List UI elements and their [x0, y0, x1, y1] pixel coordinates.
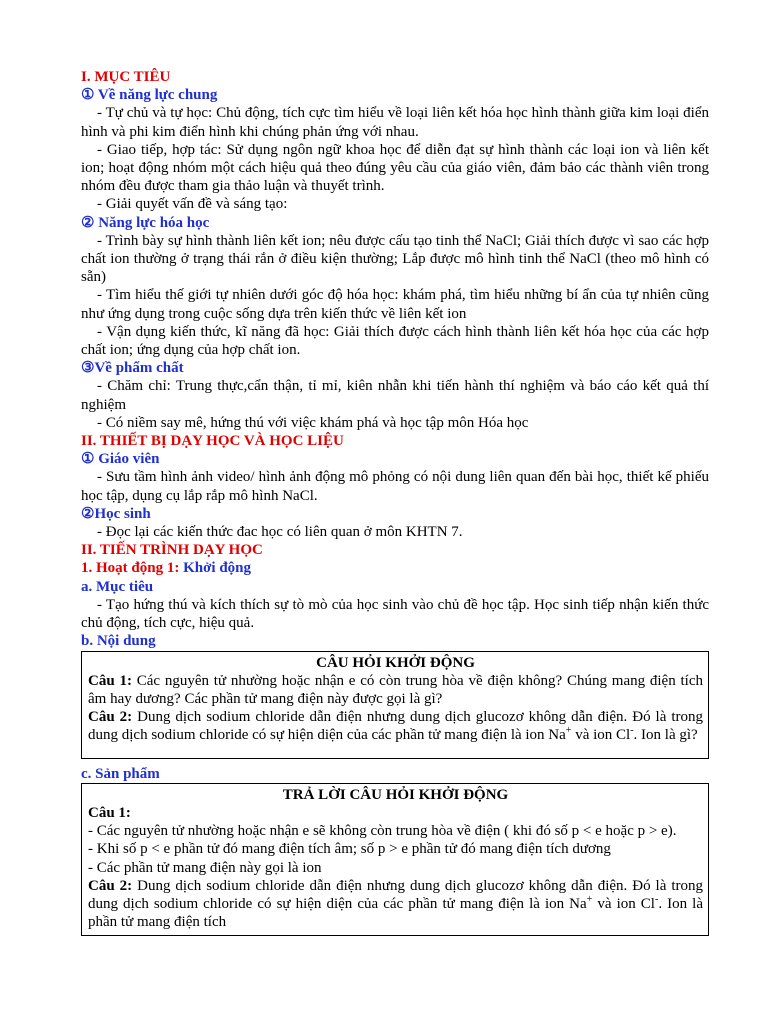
section-2-title: II. THIẾT BỊ DẠY HỌC VÀ HỌC LIỆU	[81, 433, 344, 450]
objective-label: a. Mục tiêu	[81, 578, 154, 595]
section-1-title: I. MỤC TIÊU	[81, 69, 171, 85]
paragraph: - Đọc lại các kiến thức đac học có liên quan ở môn KHTN 7.	[97, 524, 463, 541]
question-1: Câu 1: Các nguyên tử nhường hoặc nhận e có còn trung hòa về điện không? Chúng mang điện tích âm hay dương? Các phần tử mang điện này được gọi là gì?	[88, 672, 703, 707]
answer-line: - Các nguyên tử nhường hoặc nhận e sẽ không còn trung hòa về điện ( khi đó số p < e hoặc p > e).	[88, 823, 677, 840]
question-2: Câu 2: Dung dịch sodium chloride dẫn điện nhưng dung dịch glucozơ không dẫn điện. Đó là trong dung dịch sodium chloride có sự hiện diện của các phần tử mang điện là ion Na+ và ion Cl-. Ion là gì?	[88, 709, 703, 744]
answer-2: Câu 2: Dung dịch sodium chloride dẫn điện nhưng dung dịch glucozơ không dẫn điện. Đó là trong dung dịch sodium chloride có sự hiện diện của các phần tử mang điện là ion Na+ và ion Cl-. Ion là phần tử mang điện tích	[88, 877, 704, 931]
section-3-title: II. TIẾN TRÌNH DẠY HỌC	[81, 542, 263, 559]
section-1-sub-3: ③Về phẩm chất	[81, 360, 184, 377]
answer-line: - Các phần tử mang điện này gọi là ion	[88, 859, 322, 876]
paragraph: - Trình bày sự hình thành liên kết ion; nêu được cấu tạo tinh thể NaCl; Giải thích được vì sao các hợp chất ion thường ở trạng thái rắn ở điều kiện thường; Lắp được mô hình tinh thể NaCl (theo mô hình có sẵn)	[81, 232, 709, 286]
answer-1-label: Câu 1:	[88, 804, 131, 821]
paragraph: - Vận dụng kiến thức, kĩ năng đã học: Giải thích được cách hình thành liên kết hóa học của các hợp chất ion; ứng dụng của hợp chất ion.	[81, 323, 709, 359]
section-2-sub-2: ②Học sinh	[81, 505, 151, 522]
paragraph: - Tạo hứng thú và kích thích sự tò mò của học sinh vào chủ đề học tập. Học sinh tiếp nhận kiến thức chủ động, tích cực, hiệu quả.	[81, 596, 709, 632]
activity-name: Khởi động	[179, 560, 252, 577]
content-label: b. Nội dung	[81, 633, 156, 650]
section-1-sub-2: ② Năng lực hóa học	[81, 214, 210, 231]
question-box	[81, 651, 709, 759]
answer-box	[81, 783, 709, 937]
activity-heading	[81, 559, 709, 577]
answer-line: - Khi số p < e phần tử đó mang điện tích âm; số p > e phần tử đó mang điện tích dương	[88, 841, 611, 858]
activity-prefix: 1. Hoạt động 1:	[81, 560, 180, 577]
question-box-title: CÂU HỎI KHỞI ĐỘNG	[316, 654, 475, 671]
paragraph: - Giao tiếp, hợp tác: Sử dụng ngôn ngữ khoa học để diễn đạt sự hình thành các loại ion và liên kết ion; hoạt động nhóm một cách hiệu quả theo đúng yêu cầu của giáo viên, đảm bảo các thành viên trong nhóm đều được tham gia thảo luận và thuyết trình.	[81, 141, 709, 195]
section-1-sub-1: ① Về năng lực chung	[81, 87, 218, 104]
product-label: c. Sản phẩm	[81, 765, 160, 782]
answer-box-title: TRẢ LỜI CÂU HỎI KHỞI ĐỘNG	[282, 786, 509, 803]
paragraph: - Có niềm say mê, hứng thú với việc khám phá và học tập môn Hóa học	[97, 414, 529, 431]
paragraph: - Tìm hiểu thế giới tự nhiên dưới góc độ hóa học: khám phá, tìm hiểu những bí ẩn của tự nhiên cũng như ứng dụng trong cuộc sống dựa trên kiến thức về liên kết ion	[81, 287, 709, 322]
paragraph: - Tự chủ và tự học: Chủ động, tích cực tìm hiểu về loại liên kết hóa học hình thành giữa kim loại điển hình và phi kim điển hình khi chúng phản ứng với nhau.	[81, 105, 709, 140]
paragraph: - Chăm chỉ: Trung thực,cẩn thận, tỉ mỉ, kiên nhẫn khi tiến hành thí nghiệm và báo cáo kết quả thí nghiệm	[81, 378, 709, 413]
paragraph: - Sưu tầm hình ảnh video/ hình ảnh động mô phỏng có nội dung liên quan đến bài học, thiết kế phiếu học tập, dụng cụ lắp rắp mô hình NaCl.	[81, 469, 709, 504]
paragraph: - Giải quyết vấn đề và sáng tạo:	[97, 196, 288, 213]
section-2-sub-1: ① Giáo viên	[81, 451, 160, 468]
document-content	[81, 68, 709, 936]
